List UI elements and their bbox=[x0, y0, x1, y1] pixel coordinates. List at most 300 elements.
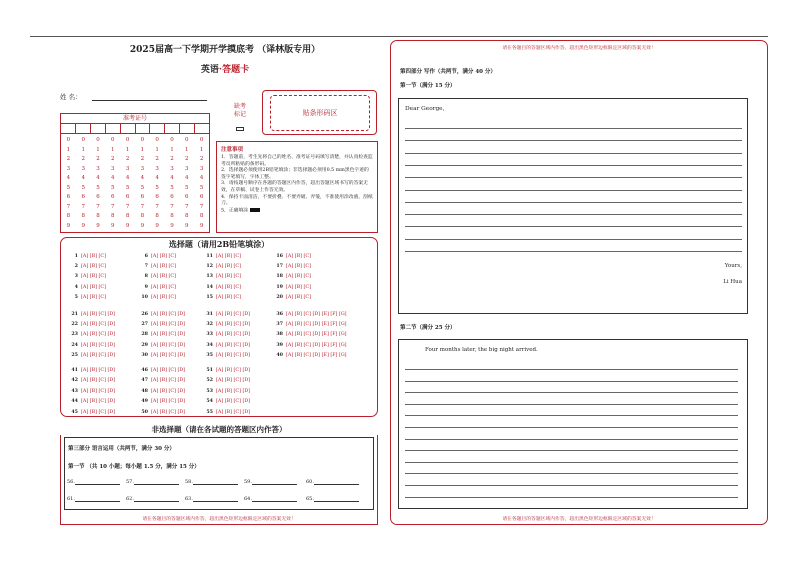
answer-bubbles[interactable]: [A] [B] [C] [D] bbox=[151, 399, 186, 405]
answer-bubbles[interactable]: [A] [B] [C] [D] bbox=[81, 322, 116, 328]
candidate-id-digit-bubble[interactable]: 7 bbox=[140, 203, 145, 210]
blank-line[interactable] bbox=[314, 501, 359, 502]
candidate-id-digit-bubble[interactable]: 7 bbox=[185, 203, 189, 210]
blank-answer[interactable] bbox=[67, 496, 120, 502]
candidate-id-column[interactable] bbox=[135, 136, 150, 231]
answer-bubbles[interactable]: [A] [B] [C] [D] bbox=[151, 342, 186, 348]
question-8[interactable] bbox=[139, 273, 176, 280]
writing-line[interactable] bbox=[405, 439, 738, 440]
question-42[interactable] bbox=[69, 377, 115, 384]
candidate-id-column[interactable] bbox=[105, 136, 120, 231]
blank-answer[interactable] bbox=[306, 479, 359, 485]
writing-line[interactable] bbox=[405, 369, 738, 370]
question-number: 28 bbox=[141, 331, 148, 338]
answer-bubbles[interactable]: [A] [B] [C] bbox=[286, 294, 311, 300]
question-41[interactable] bbox=[69, 367, 115, 374]
candidate-id-digit-bubble[interactable]: 3 bbox=[170, 165, 174, 172]
question-number: 11 bbox=[206, 253, 213, 259]
question-33[interactable] bbox=[204, 331, 250, 338]
blank-answer[interactable] bbox=[244, 496, 297, 502]
candidate-id-column[interactable] bbox=[120, 136, 135, 231]
blank-answer[interactable] bbox=[126, 479, 179, 485]
question-number: 48 bbox=[141, 387, 148, 394]
name-field[interactable] bbox=[92, 100, 207, 101]
candidate-id-digit-bubble[interactable]: 2 bbox=[199, 156, 204, 162]
writing-line[interactable] bbox=[405, 251, 742, 252]
question-number: 18 bbox=[276, 273, 283, 280]
candidate-id-digit-bubble[interactable]: 7 bbox=[199, 203, 204, 210]
answer-bubbles[interactable]: [A] [B] [C] [D] bbox=[81, 399, 116, 405]
writing-line[interactable] bbox=[405, 497, 738, 498]
answer-bubbles[interactable]: [A] [B] [C] bbox=[81, 254, 106, 259]
answer-bubbles[interactable]: [A] [B] [C] bbox=[286, 254, 311, 259]
answer-bubbles[interactable]: [A] [B] [C] bbox=[216, 274, 241, 280]
answer-bubbles[interactable]: [A] [B] [C] [D] bbox=[216, 352, 251, 358]
candidate-id-digit-bubble[interactable]: 0 bbox=[170, 137, 174, 143]
candidate-id-digit-bubble[interactable]: 5 bbox=[185, 184, 189, 191]
candidate-id-digit-bubble[interactable]: 6 bbox=[81, 194, 85, 200]
candidate-id-digit-bubble[interactable]: 9 bbox=[140, 222, 145, 229]
question-26[interactable] bbox=[139, 311, 185, 318]
candidate-id-digit-bubble[interactable]: 3 bbox=[111, 165, 115, 172]
blank-number: 63. bbox=[185, 496, 193, 502]
question-22[interactable] bbox=[69, 321, 115, 328]
answer-bubbles[interactable]: [A] [B] [C] bbox=[151, 274, 176, 280]
candidate-id-digit-bubble[interactable]: 5 bbox=[199, 184, 204, 191]
candidate-id-digit-bubble[interactable]: 5 bbox=[155, 184, 159, 191]
answer-bubbles[interactable]: [A] [B] [C] bbox=[151, 294, 176, 300]
answer-bubbles[interactable]: [A] [B] [C] bbox=[286, 264, 311, 270]
blank-line[interactable] bbox=[193, 484, 238, 485]
candidate-id-digit-bubble[interactable]: 5 bbox=[125, 184, 130, 191]
answer-bubbles[interactable]: [A] [B] [C] [D] [E] [F] [G] bbox=[286, 322, 347, 328]
blank-line[interactable] bbox=[252, 484, 297, 485]
question-53[interactable] bbox=[204, 388, 250, 395]
answer-bubbles[interactable]: [A] [B] [C] [D] bbox=[151, 312, 186, 317]
question-number: 13 bbox=[206, 273, 213, 280]
candidate-id-digit-bubble[interactable]: 2 bbox=[140, 156, 145, 162]
absent-mark-label: 缺考 标记 bbox=[233, 103, 246, 118]
notes-title: 注意事项 bbox=[221, 147, 244, 153]
answer-bubbles[interactable]: [A] [B] [C] [D] bbox=[216, 378, 251, 384]
candidate-id-digit-bubble[interactable]: 6 bbox=[140, 194, 145, 200]
question-39[interactable] bbox=[274, 342, 347, 349]
writing-line[interactable] bbox=[405, 226, 742, 227]
candidate-id-digit-bubble[interactable]: 0 bbox=[140, 137, 145, 143]
blank-line[interactable] bbox=[75, 484, 120, 485]
candidate-id-digit-bubble[interactable]: 1 bbox=[96, 146, 100, 153]
story-answer-box[interactable] bbox=[398, 339, 748, 509]
candidate-id-digit-bubble[interactable]: 4 bbox=[170, 175, 174, 181]
candidate-id-digit-bubble[interactable]: 4 bbox=[125, 175, 130, 181]
top-rule bbox=[30, 36, 768, 37]
answer-bubbles[interactable]: [A] [B] [C] bbox=[286, 274, 311, 280]
candidate-id-column[interactable] bbox=[194, 136, 209, 231]
absent-mark-box[interactable] bbox=[236, 127, 244, 131]
question-51[interactable] bbox=[204, 367, 250, 374]
question-40[interactable] bbox=[274, 352, 347, 359]
writing-line[interactable] bbox=[405, 202, 742, 203]
candidate-id-digit-bubble[interactable]: 0 bbox=[81, 137, 85, 143]
answer-bubbles[interactable]: [A] [B] [C] bbox=[151, 284, 176, 290]
note-item: 3．请按题号顺序在各题的答题区内作答，超出答题区域书写的答案无效，在草稿、试卷上作答无效。 bbox=[221, 181, 368, 193]
candidate-id-digit-bubble[interactable]: 1 bbox=[66, 146, 71, 153]
candidate-id-digit-bubble[interactable]: 0 bbox=[96, 137, 100, 143]
candidate-id-digit-bubble[interactable]: 0 bbox=[125, 137, 130, 143]
candidate-id-digit-bubble[interactable]: 4 bbox=[81, 175, 85, 181]
candidate-id-digit-bubble[interactable]: 2 bbox=[66, 156, 71, 162]
candidate-id-digit-bubble[interactable]: 2 bbox=[96, 156, 100, 162]
answer-bubbles[interactable]: [A] [B] [C] [D] bbox=[81, 378, 116, 384]
candidate-id-digit-bubble[interactable]: 3 bbox=[140, 165, 145, 172]
candidate-id-column[interactable] bbox=[165, 136, 180, 231]
question-5[interactable] bbox=[69, 294, 106, 301]
question-2[interactable] bbox=[69, 263, 106, 270]
blank-answer[interactable] bbox=[185, 479, 238, 485]
answer-bubbles[interactable]: [A] [B] [C] [D] bbox=[151, 332, 186, 338]
question-15[interactable] bbox=[204, 294, 241, 301]
nonchoice-section-title: 非选择题（请在各试题的答题区内作答） bbox=[60, 424, 378, 435]
answer-bubbles[interactable]: [A] [B] [C] [D] bbox=[151, 368, 186, 373]
candidate-id-digit-bubble[interactable]: 7 bbox=[111, 203, 115, 210]
answer-bubbles[interactable]: [A] [B] [C] [D] bbox=[216, 399, 251, 405]
writing-line[interactable] bbox=[405, 473, 738, 474]
answer-bubbles[interactable]: [A] [B] [C] bbox=[81, 274, 106, 280]
writing-line[interactable] bbox=[405, 239, 742, 240]
candidate-id-digit-bubble[interactable]: 5 bbox=[66, 184, 71, 191]
blank-number: 58. bbox=[185, 479, 193, 485]
candidate-id-column[interactable] bbox=[61, 136, 76, 231]
story-opening-sentence: Four months later, the big night arrived. bbox=[425, 347, 538, 353]
candidate-id-digit-bubble[interactable]: 6 bbox=[199, 194, 204, 200]
answer-bubbles[interactable]: [A] [B] [C] bbox=[81, 294, 106, 300]
candidate-id-digit-bubble[interactable]: 9 bbox=[66, 222, 71, 229]
blank-line[interactable] bbox=[75, 501, 120, 502]
candidate-id-digit-bubble[interactable]: 8 bbox=[125, 213, 130, 219]
answer-bubbles[interactable]: [A] [B] [C] [D] bbox=[151, 378, 186, 384]
question-number: 19 bbox=[276, 283, 283, 290]
question-29[interactable] bbox=[139, 342, 185, 349]
candidate-id-digit-bubble[interactable]: 2 bbox=[81, 156, 85, 162]
candidate-id-digit-bubble[interactable]: 8 bbox=[81, 213, 85, 219]
card-name: 答题卡 bbox=[222, 65, 250, 75]
question-9[interactable] bbox=[139, 284, 176, 291]
candidate-id-digit-bubble[interactable]: 6 bbox=[185, 194, 189, 200]
question-38[interactable] bbox=[274, 331, 347, 338]
question-46[interactable] bbox=[139, 367, 185, 374]
part4-heading: 第四部分 写作（共两节，满分 40 分） bbox=[400, 69, 496, 75]
candidate-id-digit-bubble[interactable]: 8 bbox=[185, 213, 189, 219]
answer-bubbles[interactable]: [A] [B] [C] bbox=[216, 264, 241, 270]
candidate-id-digit-bubble[interactable]: 1 bbox=[185, 146, 189, 153]
candidate-id-digit-bubble[interactable]: 7 bbox=[170, 203, 174, 210]
answer-bubbles[interactable]: [A] [B] [C] bbox=[286, 284, 311, 290]
candidate-id-digit-bubble[interactable]: 0 bbox=[155, 137, 159, 143]
question-34[interactable] bbox=[204, 342, 250, 349]
candidate-id-digit-bubble[interactable]: 3 bbox=[185, 165, 189, 172]
blank-line[interactable] bbox=[134, 484, 179, 485]
question-31[interactable] bbox=[204, 311, 250, 318]
question-16[interactable] bbox=[274, 253, 311, 260]
candidate-id-digit-bubble[interactable]: 3 bbox=[66, 165, 71, 172]
question-27[interactable] bbox=[139, 321, 185, 328]
answer-bubbles[interactable]: [A] [B] [C] [D] bbox=[81, 388, 116, 394]
candidate-id-digit-bubble[interactable]: 2 bbox=[185, 156, 189, 162]
question-6[interactable] bbox=[139, 253, 176, 260]
candidate-id-digit-bubble[interactable]: 0 bbox=[185, 137, 189, 143]
answer-bubbles[interactable]: [A] [B] [C] [D] [E] [F] [G] bbox=[286, 352, 347, 358]
candidate-id-digit-bubble[interactable]: 6 bbox=[170, 194, 174, 200]
question-14[interactable] bbox=[204, 284, 241, 291]
candidate-id-digit-bubble[interactable]: 3 bbox=[81, 165, 85, 172]
question-4[interactable] bbox=[69, 284, 106, 291]
note-item: 1．答题前，考生先将自己的姓名、准考证号码填写清楚，并认真检查监考员所粘贴的条形码。 bbox=[221, 155, 373, 167]
candidate-id-write-cells[interactable] bbox=[61, 124, 209, 134]
barcode-area bbox=[270, 95, 370, 131]
answer-bubbles[interactable]: [A] [B] [C] [D] bbox=[81, 332, 116, 338]
answer-bubbles[interactable]: [A] [B] [C] bbox=[216, 254, 241, 259]
answer-bubbles[interactable]: [A] [B] [C] [D] bbox=[81, 409, 116, 415]
blank-answer[interactable] bbox=[185, 496, 238, 502]
writing-line[interactable] bbox=[405, 485, 738, 486]
candidate-id-column[interactable] bbox=[179, 136, 194, 231]
candidate-id-digit-bubble[interactable]: 8 bbox=[199, 213, 204, 219]
writing-line[interactable] bbox=[405, 214, 742, 215]
candidate-id-digit-bubble[interactable]: 2 bbox=[125, 156, 130, 162]
answer-bubbles[interactable]: [A] [B] [C] [D] bbox=[81, 312, 116, 317]
answer-bubbles[interactable]: [A] [B] [C] [D] bbox=[216, 409, 251, 415]
candidate-id-digit-bubble[interactable]: 0 bbox=[199, 137, 204, 143]
candidate-id-digit-bubble[interactable]: 7 bbox=[125, 203, 130, 210]
candidate-id-digit-bubble[interactable]: 5 bbox=[140, 184, 145, 191]
answer-bubbles[interactable]: [A] [B] [C] [D] bbox=[151, 352, 186, 358]
candidate-id-digit-bubble[interactable]: 4 bbox=[185, 175, 189, 181]
question-number: 51 bbox=[206, 367, 213, 373]
blank-answer[interactable] bbox=[306, 496, 359, 502]
candidate-id-digit-bubble[interactable]: 9 bbox=[81, 222, 85, 229]
writing-line[interactable] bbox=[405, 190, 742, 191]
answer-bubbles[interactable]: [A] [B] [C] bbox=[216, 284, 241, 290]
answer-bubbles[interactable]: [A] [B] [C] [D] bbox=[216, 322, 251, 328]
question-23[interactable] bbox=[69, 331, 115, 338]
candidate-id-digit-bubble[interactable]: 8 bbox=[111, 213, 115, 219]
question-3[interactable] bbox=[69, 273, 106, 280]
question-11[interactable] bbox=[204, 253, 241, 260]
candidate-id-digit-bubble[interactable]: 4 bbox=[66, 175, 71, 181]
part3-heading: 第三部分 语言运用（共两节，满分 30 分） bbox=[68, 446, 175, 452]
question-13[interactable] bbox=[204, 273, 241, 280]
candidate-id-digit-bubble[interactable]: 0 bbox=[111, 137, 115, 143]
writing-line[interactable] bbox=[405, 381, 738, 382]
candidate-id-digit-bubble[interactable]: 1 bbox=[81, 146, 85, 153]
candidate-id-digit-bubble[interactable]: 2 bbox=[170, 156, 174, 162]
candidate-id-digit-bubble[interactable]: 0 bbox=[66, 137, 71, 143]
exam-title: 2025届高一下学期开学摸底考 （译林版专用） bbox=[129, 45, 321, 55]
question-37[interactable] bbox=[274, 321, 347, 328]
answer-bubbles[interactable]: [A] [B] [C] bbox=[81, 264, 106, 270]
candidate-id-digit-bubble[interactable]: 6 bbox=[111, 194, 115, 200]
question-35[interactable] bbox=[204, 352, 250, 359]
writing-line[interactable] bbox=[405, 450, 738, 451]
question-32[interactable] bbox=[204, 321, 250, 328]
candidate-id-digit-bubble[interactable]: 9 bbox=[111, 222, 115, 229]
candidate-id-digit-bubble[interactable]: 4 bbox=[96, 175, 100, 181]
question-number: 9 bbox=[144, 283, 148, 290]
candidate-id-column[interactable] bbox=[150, 136, 165, 231]
candidate-id-digit-bubble[interactable]: 7 bbox=[81, 203, 85, 210]
answer-bubbles[interactable]: [A] [B] [C] [D] [E] [F] [G] bbox=[286, 332, 347, 338]
answer-bubbles[interactable]: [A] [B] [C] [D] [E] [F] [G] bbox=[286, 342, 347, 348]
answer-bubbles[interactable]: [A] [B] [C] [D] bbox=[151, 409, 186, 415]
question-44[interactable] bbox=[69, 398, 115, 405]
writing-line[interactable] bbox=[405, 153, 742, 154]
candidate-id-digit-bubble[interactable]: 3 bbox=[199, 165, 204, 172]
answer-bubbles[interactable]: [A] [B] [C] [D] bbox=[151, 388, 186, 394]
answer-bubbles[interactable]: [A] [B] [C] [D] [E] [F] [G] bbox=[286, 312, 347, 317]
answer-bubbles[interactable]: [A] [B] [C] bbox=[81, 284, 106, 290]
question-19[interactable] bbox=[274, 284, 311, 291]
candidate-id-digit-bubble[interactable]: 9 bbox=[199, 222, 204, 229]
answer-bubbles[interactable]: [A] [B] [C] bbox=[151, 254, 176, 259]
question-49[interactable] bbox=[139, 398, 185, 405]
answer-bubbles[interactable]: [A] [B] [C] [D] bbox=[81, 368, 116, 373]
blank-number: 62. bbox=[126, 496, 134, 502]
answer-bubbles[interactable]: [A] [B] [C] [D] bbox=[81, 352, 116, 358]
candidate-id-digit-bubble[interactable]: 9 bbox=[185, 222, 189, 229]
writing-line[interactable] bbox=[405, 140, 742, 141]
question-number: 34 bbox=[206, 341, 213, 348]
answer-bubbles[interactable]: [A] [B] [C] [D] bbox=[81, 342, 116, 348]
candidate-id-bubble-grid[interactable] bbox=[61, 136, 209, 231]
writing-line[interactable] bbox=[405, 177, 742, 178]
candidate-id-digit-bubble[interactable]: 5 bbox=[170, 184, 174, 191]
candidate-id-digit-bubble[interactable]: 9 bbox=[125, 222, 130, 229]
candidate-id-digit-bubble[interactable]: 7 bbox=[66, 203, 71, 210]
candidate-id-digit-bubble[interactable]: 5 bbox=[81, 184, 85, 191]
candidate-id-digit-bubble[interactable]: 6 bbox=[155, 194, 159, 200]
candidate-id-digit-bubble[interactable]: 8 bbox=[170, 213, 174, 219]
candidate-id-digit-bubble[interactable]: 2 bbox=[155, 156, 159, 162]
answer-bubbles[interactable]: [A] [B] [C] [D] bbox=[216, 368, 251, 373]
question-43[interactable] bbox=[69, 388, 115, 395]
candidate-id-digit-bubble[interactable]: 8 bbox=[96, 213, 100, 219]
candidate-id-digit-bubble[interactable]: 7 bbox=[155, 203, 159, 210]
candidate-id-digit-bubble[interactable]: 1 bbox=[111, 146, 115, 153]
writing-line[interactable] bbox=[405, 128, 742, 129]
answer-bubbles[interactable]: [A] [B] [C] [D] bbox=[216, 342, 251, 348]
writing-line[interactable] bbox=[405, 404, 738, 405]
writing-line[interactable] bbox=[405, 392, 738, 393]
question-48[interactable] bbox=[139, 388, 185, 395]
question-1[interactable] bbox=[69, 253, 106, 260]
question-20[interactable] bbox=[274, 294, 311, 301]
question-24[interactable] bbox=[69, 342, 115, 349]
question-21[interactable] bbox=[69, 311, 115, 318]
candidate-id-digit-bubble[interactable]: 1 bbox=[140, 146, 145, 153]
candidate-id-digit-bubble[interactable]: 4 bbox=[140, 175, 145, 181]
answer-bubbles[interactable]: [A] [B] [C] bbox=[216, 294, 241, 300]
blank-answer[interactable] bbox=[244, 479, 297, 485]
candidate-id-digit-bubble[interactable]: 1 bbox=[125, 146, 130, 153]
question-12[interactable] bbox=[204, 263, 241, 270]
warning-bottom-right: 请在各题目的答题区域内作答，超出黑色矩形边框限定区域的答案无效！ bbox=[502, 517, 656, 522]
letter-answer-box[interactable] bbox=[398, 98, 748, 314]
question-18[interactable] bbox=[274, 273, 311, 280]
candidate-id-digit-bubble[interactable]: 8 bbox=[140, 213, 145, 219]
question-number: 45 bbox=[71, 408, 78, 415]
candidate-id-digit-bubble[interactable]: 4 bbox=[199, 175, 204, 181]
question-30[interactable] bbox=[139, 352, 185, 359]
candidate-id-digit-bubble[interactable]: 9 bbox=[155, 222, 159, 229]
answer-bubbles[interactable]: [A] [B] [C] bbox=[151, 264, 176, 270]
candidate-id-digit-bubble[interactable]: 7 bbox=[96, 203, 100, 210]
candidate-id-digit-bubble[interactable]: 2 bbox=[111, 156, 115, 162]
blank-answer[interactable] bbox=[67, 479, 120, 485]
candidate-id-digit-bubble[interactable]: 1 bbox=[155, 146, 159, 153]
candidate-id-column[interactable] bbox=[91, 136, 106, 231]
question-25[interactable] bbox=[69, 352, 115, 359]
question-50[interactable] bbox=[139, 409, 185, 416]
candidate-id-digit-bubble[interactable]: 6 bbox=[96, 194, 100, 200]
blank-line[interactable] bbox=[134, 501, 179, 502]
question-10[interactable] bbox=[139, 294, 176, 301]
candidate-id-column[interactable] bbox=[76, 136, 91, 231]
question-28[interactable] bbox=[139, 331, 185, 338]
candidate-id-digit-bubble[interactable]: 9 bbox=[170, 222, 174, 229]
candidate-id-digit-bubble[interactable]: 8 bbox=[66, 213, 71, 219]
question-52[interactable] bbox=[204, 377, 250, 384]
question-47[interactable] bbox=[139, 377, 185, 384]
writing-line[interactable] bbox=[405, 427, 738, 428]
question-45[interactable] bbox=[69, 409, 115, 416]
question-17[interactable] bbox=[274, 263, 311, 270]
blank-line[interactable] bbox=[193, 501, 238, 502]
candidate-id-digit-bubble[interactable]: 4 bbox=[111, 175, 115, 181]
candidate-id-digit-bubble[interactable]: 6 bbox=[125, 194, 130, 200]
answer-bubbles[interactable]: [A] [B] [C] [D] bbox=[216, 312, 251, 317]
candidate-id-digit-bubble[interactable]: 3 bbox=[96, 165, 100, 172]
blank-line[interactable] bbox=[314, 484, 359, 485]
question-number: 14 bbox=[206, 283, 213, 290]
writing-line[interactable] bbox=[405, 165, 742, 166]
writing-line[interactable] bbox=[405, 415, 738, 416]
candidate-id-digit-bubble[interactable]: 6 bbox=[66, 194, 71, 200]
question-36[interactable] bbox=[274, 311, 347, 318]
blank-answer[interactable] bbox=[126, 496, 179, 502]
answer-bubbles[interactable]: [A] [B] [C] [D] bbox=[216, 332, 251, 338]
candidate-id-digit-bubble[interactable]: 5 bbox=[96, 184, 100, 191]
candidate-id-digit-bubble[interactable]: 9 bbox=[96, 222, 100, 229]
question-55[interactable] bbox=[204, 409, 250, 416]
candidate-id-digit-bubble[interactable]: 8 bbox=[155, 213, 159, 219]
question-54[interactable] bbox=[204, 398, 250, 405]
candidate-id-digit-bubble[interactable]: 3 bbox=[155, 165, 159, 172]
answer-bubbles[interactable]: [A] [B] [C] [D] bbox=[216, 388, 251, 394]
candidate-id-digit-bubble[interactable]: 1 bbox=[170, 146, 174, 153]
note-item: 5．正确填涂 bbox=[221, 208, 373, 215]
question-number: 2 bbox=[74, 263, 78, 270]
candidate-id-digit-bubble[interactable]: 4 bbox=[155, 175, 159, 181]
answer-bubbles[interactable]: [A] [B] [C] [D] bbox=[151, 322, 186, 328]
question-number: 38 bbox=[276, 331, 283, 338]
blank-line[interactable] bbox=[252, 501, 297, 502]
candidate-id-digit-bubble[interactable]: 1 bbox=[199, 146, 204, 153]
candidate-id-digit-bubble[interactable]: 3 bbox=[125, 165, 130, 172]
candidate-id-digit-bubble[interactable]: 5 bbox=[111, 184, 115, 191]
writing-line[interactable] bbox=[405, 462, 738, 463]
question-7[interactable] bbox=[139, 263, 176, 270]
question-number: 36 bbox=[276, 311, 283, 317]
